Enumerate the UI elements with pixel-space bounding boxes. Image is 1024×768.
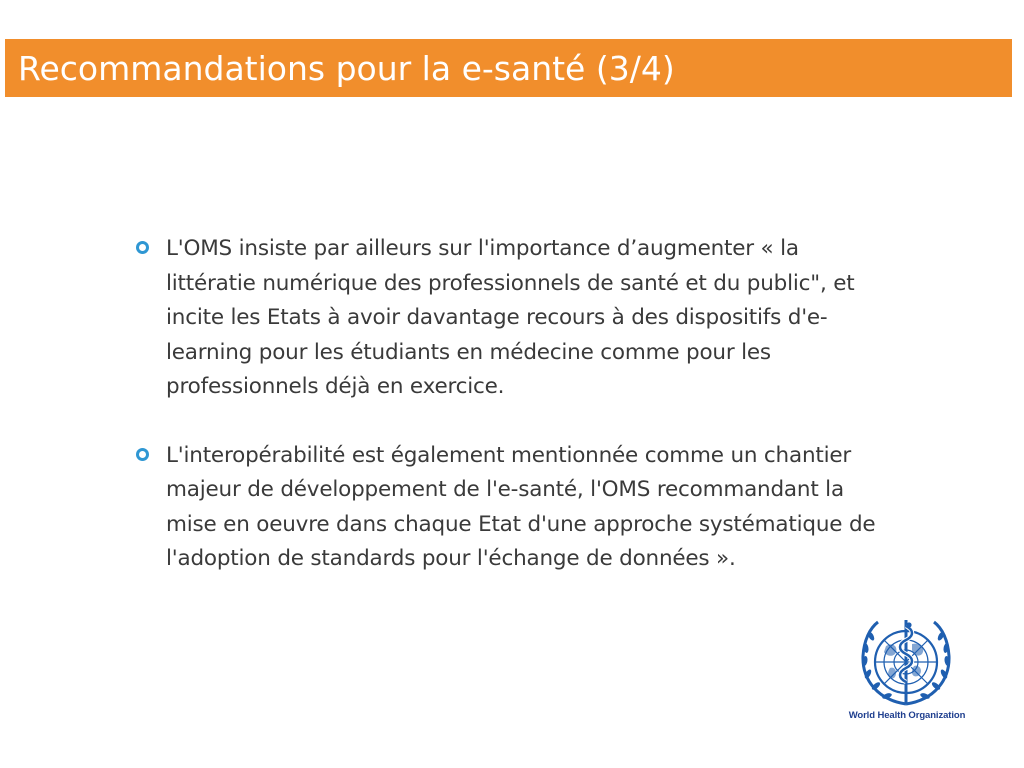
bullet-item: [136, 232, 876, 405]
title-bar: [5, 39, 1012, 97]
bullet-item: [136, 439, 876, 577]
bullet-list: [136, 232, 876, 611]
slide-title: Recommandations pour la e-santé (3/4): [18, 48, 675, 88]
bullet-text: L'interopérabilité est également mentionnée comme un chantier majeur de développement de l'e-santé, l'OMS recommandant la mise en oeuvre dans chaque Etat d'une approche systématique de l'adoption de standards pour l'échange de données ».: [166, 442, 876, 571]
logo-caption: World Health Organization: [848, 710, 966, 721]
who-logo: [842, 616, 972, 726]
bullet-text: L'OMS insiste par ailleurs sur l'importance d’augmenter « la littératie numérique des professionnels de santé et du public", et incite les Etats à avoir davantage recours à des dispositifs d'e-learning pour les étudiants en médecine comme pour les professionnels déjà en exercice.: [166, 236, 855, 399]
bullet-circle-icon: [136, 241, 149, 254]
who-emblem-icon: [856, 616, 956, 708]
bullet-circle-icon: [136, 448, 149, 461]
